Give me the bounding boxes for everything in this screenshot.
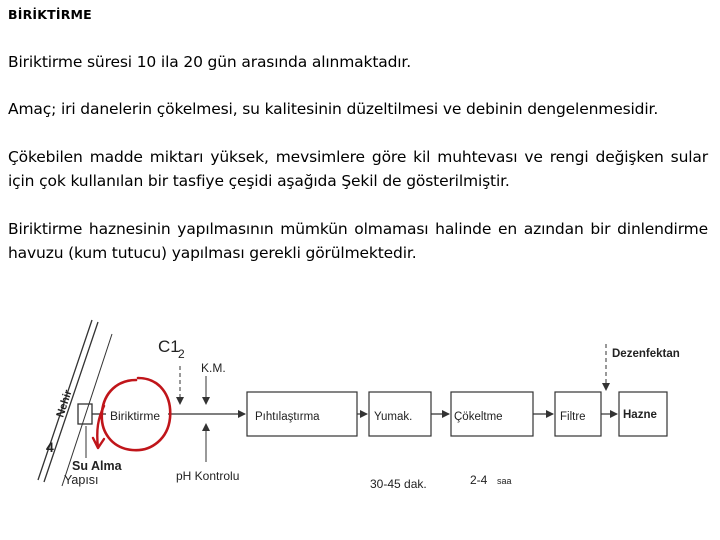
settling-time: 2-4 (470, 473, 488, 487)
settling-time-unit: saa (497, 476, 512, 486)
box-label-hazne: Hazne (623, 409, 657, 421)
disinfectant-label: Dezenfektan (612, 348, 680, 360)
chlorine-subscript: 2 (178, 347, 185, 361)
paragraph-duration: Biriktirme süresi 10 ila 20 gün arasında alınmaktadır. (8, 53, 412, 71)
flow-diagram-svg (0, 310, 720, 510)
box-label-cokeltme: Çökeltme (454, 411, 503, 423)
box-label-biriktirme: Biriktirme (110, 409, 160, 423)
box-label-filtre: Filtre (560, 411, 586, 423)
flocculation-time: 30-45 dak. (370, 477, 427, 491)
paragraph-usage: Çökebilen madde miktarı yüksek, mevsimlere göre kil muhtevası ve rengi değişken sular için çok kullanılan bir tasfiye çeşidi aşağıda Şekil de gösterilmiştir. (8, 148, 708, 190)
box-label-pihtilastirma: Pıhtılaştırma (255, 411, 320, 423)
river-number: 4 (46, 439, 54, 455)
river-label: Nehir (54, 388, 75, 419)
ph-control-label: pH Kontrolu (176, 469, 240, 483)
paragraph-purpose: Amaç; iri danelerin çökelmesi, su kalitesinin düzeltilmesi ve debinin dengelenmesidir. (8, 100, 659, 118)
km-label: K.M. (201, 361, 226, 375)
box-label-yumak: Yumak. (374, 411, 413, 423)
treatment-flow-diagram (0, 310, 720, 510)
section-heading: BİRİKTİRME (8, 7, 92, 22)
intake-label-line2: Yapısı (64, 473, 99, 487)
chlorine-label: C1 (158, 337, 180, 356)
intake-label-line1: Su Alma (72, 459, 122, 473)
paragraph-alternative: Biriktirme haznesinin yapılmasının mümkün olmaması halinde en azından bir dinlendirme havuzu (kum tutucu) yapılması gerekli görülmektedir. (8, 220, 708, 262)
